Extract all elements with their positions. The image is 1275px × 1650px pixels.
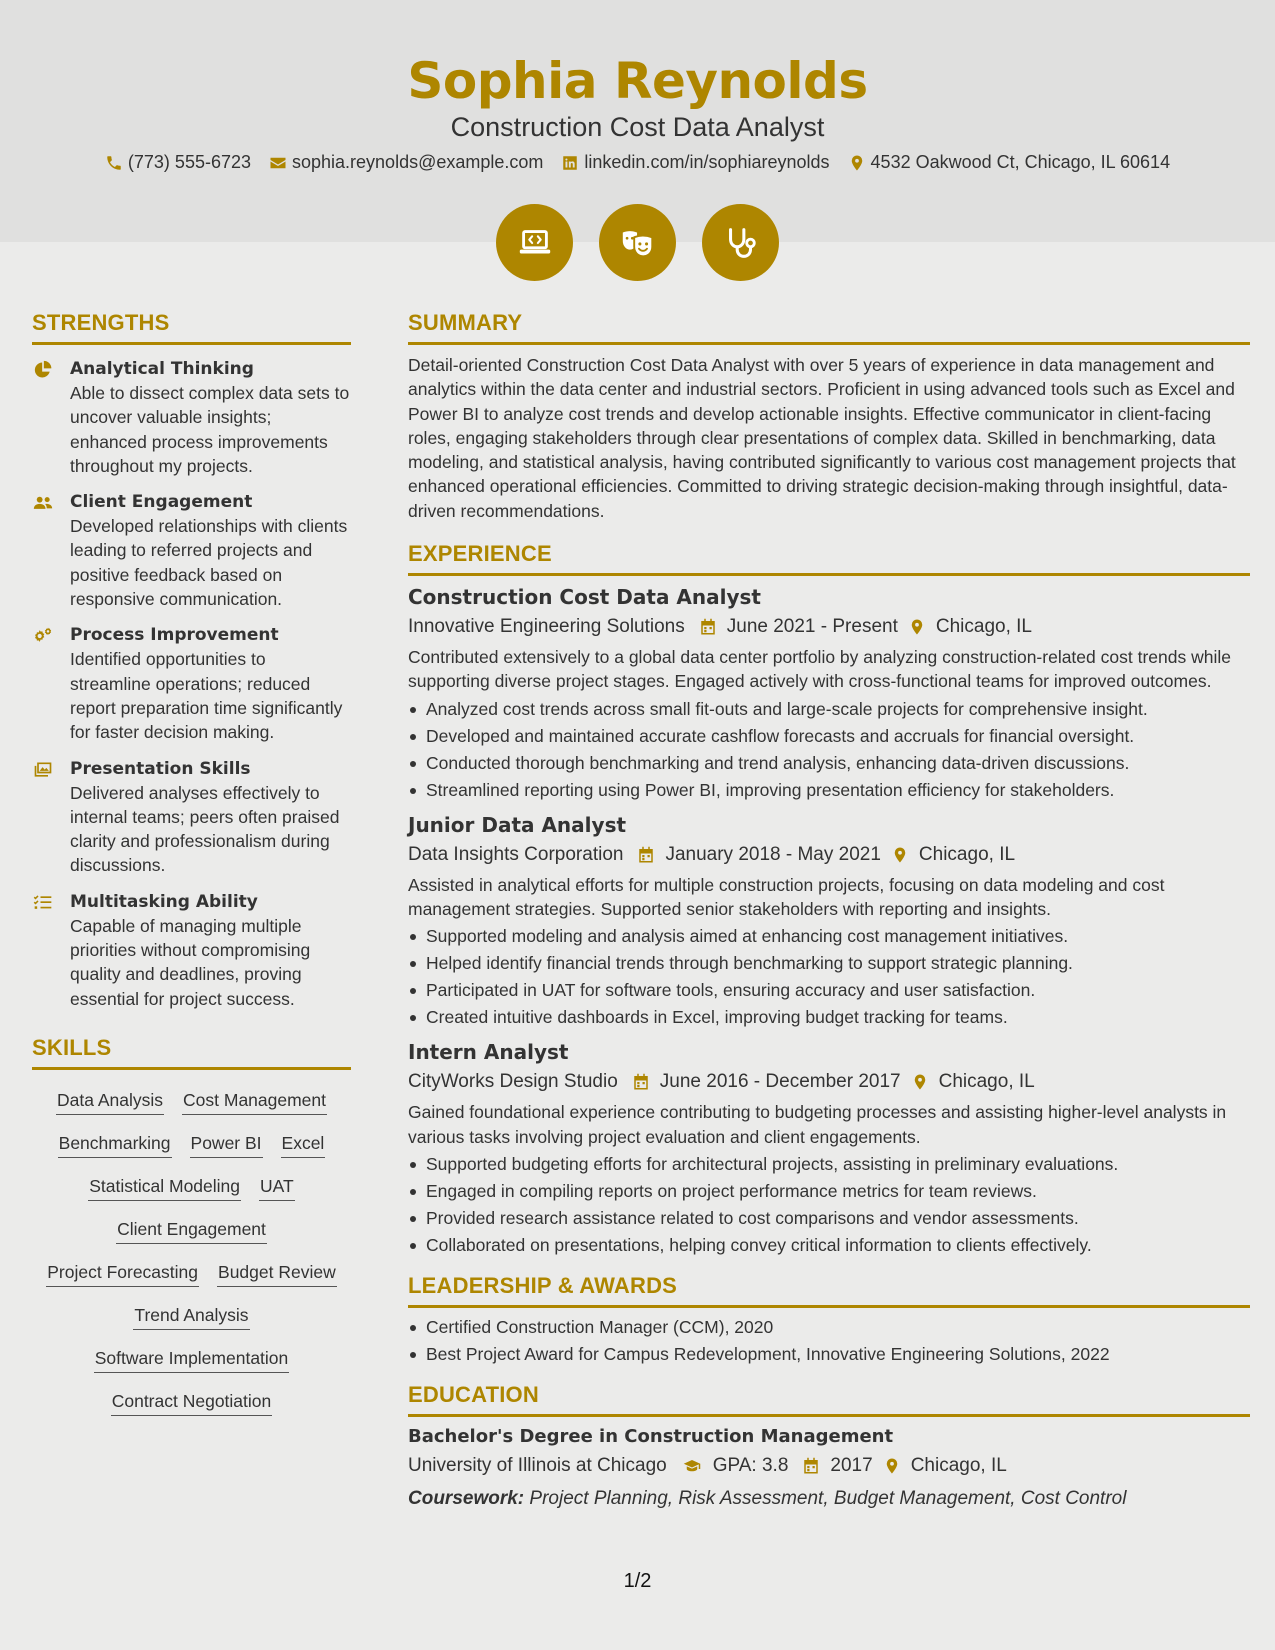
map-pin-icon — [908, 618, 926, 636]
phone-text: (773) 555-6723 — [127, 152, 251, 172]
candidate-name: Sophia Reynolds — [407, 52, 868, 110]
strength-desc: Able to dissect complex data sets to uncover valuable insights; enhanced process improvements throughout my projects. — [70, 383, 350, 476]
job-entry — [408, 582, 1250, 804]
summary-heading: SUMMARY — [408, 308, 1250, 345]
job-meta — [408, 612, 1250, 642]
list-item: Participated in UAT for software tools, ensuring accuracy and user satisfaction. — [408, 977, 1250, 1004]
job-bullets — [408, 696, 1250, 804]
strengths-list — [32, 357, 351, 1011]
users-icon — [32, 493, 54, 513]
coursework-label: Coursework: — [408, 1487, 525, 1509]
email-text: sophia.reynolds@example.com — [292, 152, 544, 172]
job-location: Chicago, IL — [938, 1071, 1035, 1093]
list-item: Helped identify financial trends through benchmarking to support strategic planning. — [408, 950, 1250, 977]
envelope-icon — [269, 154, 287, 172]
skill-tag: Benchmarking — [58, 1131, 172, 1158]
strength-item — [32, 623, 351, 744]
theater-masks-icon — [599, 204, 676, 281]
coursework-text: Project Planning, Risk Assessment, Budget Management, Cost Control — [529, 1487, 1127, 1509]
job-meta — [408, 840, 1250, 870]
skill-tag: Budget Review — [217, 1260, 337, 1287]
stethoscope-icon — [702, 204, 779, 281]
summary-text: Detail-oriented Construction Cost Data Analyst with over 5 years of experience in data management and analytics within the data center and industrial sectors. Proficient in using advanced tools such as Excel and Power BI to analyze cost trends and develop actionable insights. Effective communicator in client-facing roles, engaging stakeholders through clear presentations of complex data. Skilled in benchmarking, data modeling, and statistical analysis, having contributed significantly to various cost management projects that enhanced operational efficiencies. Committed to driving strategic decision-making through insightful, data-driven recommendations. — [408, 355, 1236, 521]
skill-tag: Excel — [281, 1131, 326, 1158]
graduation-year: 2017 — [830, 1454, 873, 1476]
list-item: Created intuitive dashboards in Excel, improving budget tracking for teams. — [408, 1004, 1250, 1031]
job-bullets — [408, 1151, 1250, 1259]
strength-desc: Capable of managing multiple priorities without compromising quality and deadlines, proving essential for project success. — [70, 915, 311, 1009]
list-item: Streamlined reporting using Power BI, improving presentation efficiency for stakeholders. — [408, 777, 1250, 804]
skill-tag: Power BI — [190, 1131, 263, 1158]
map-pin-icon — [891, 846, 909, 864]
skill-tag: Project Forecasting — [46, 1260, 199, 1287]
strengths-heading: STRENGTHS — [32, 308, 351, 345]
list-item: Engaged in compiling reports on project performance metrics for team reviews. — [408, 1178, 1250, 1205]
cogs-icon — [32, 626, 54, 646]
experience-heading: EXPERIENCE — [408, 539, 1250, 576]
list-item: Supported budgeting efforts for architectural projects, assisting in preliminary evaluations. — [408, 1151, 1250, 1178]
contact-address — [848, 152, 1171, 173]
job-bullets — [408, 923, 1250, 1031]
job-dates: June 2021 - Present — [726, 616, 898, 638]
job-meta — [408, 1067, 1250, 1097]
skills-list — [32, 1070, 351, 1416]
skill-tag: Client Engagement — [116, 1217, 267, 1244]
phone-icon — [105, 154, 123, 172]
skill-tag: Contract Negotiation — [111, 1389, 273, 1416]
job-entry — [408, 810, 1250, 1032]
job-entry — [408, 1037, 1250, 1259]
job-company: Data Insights Corporation — [408, 843, 624, 865]
job-role: Intern Analyst — [408, 1040, 569, 1065]
job-role: Construction Cost Data Analyst — [408, 585, 761, 610]
list-item: Collaborated on presentations, helping convey critical information to clients effectively. — [408, 1232, 1250, 1259]
strength-desc: Delivered analyses effectively to internal teams; peers often praised clarity and professionalism during discussions. — [70, 782, 340, 876]
contact-bar — [0, 152, 1275, 173]
strength-item — [32, 357, 351, 478]
coursework — [408, 1484, 1250, 1514]
task-list-icon — [32, 893, 54, 913]
skills-heading: SKILLS — [32, 1033, 351, 1070]
strength-item — [32, 757, 351, 878]
list-item: Developed and maintained accurate cashflow forecasts and accruals for financial oversight. — [408, 723, 1250, 750]
education-location: Chicago, IL — [910, 1454, 1007, 1476]
calendar-icon — [637, 846, 655, 864]
awards-heading: LEADERSHIP & AWARDS — [408, 1271, 1250, 1308]
calendar-icon — [632, 1073, 650, 1091]
contact-linkedin[interactable] — [561, 152, 829, 173]
map-pin-icon — [883, 1457, 901, 1475]
strength-item — [32, 490, 351, 611]
strength-name: Presentation Skills — [70, 758, 251, 779]
job-company: Innovative Engineering Solutions — [408, 616, 685, 638]
contact-email[interactable] — [269, 152, 543, 173]
calendar-icon — [802, 1457, 820, 1475]
job-title: Construction Cost Data Analyst — [450, 112, 825, 142]
skill-tag: Statistical Modeling — [88, 1174, 241, 1201]
strength-desc: Developed relationships with clients leading to referred projects and positive feedback based on responsive communication. — [70, 516, 348, 610]
list-item: Certified Construction Manager (CCM), 2020 — [408, 1314, 1250, 1341]
education-heading: EDUCATION — [408, 1380, 1250, 1417]
skill-tag: UAT — [259, 1174, 295, 1201]
job-description: Gained foundational experience contributing to budgeting processes and assisting higher-level analysts in various tasks involving project evaluation and client engagements. — [408, 1102, 1227, 1147]
page-number: 1/2 — [623, 1570, 652, 1592]
skill-tag: Software Implementation — [94, 1346, 290, 1373]
photo-gallery-icon — [32, 760, 54, 780]
list-item: Conducted thorough benchmarking and trend analysis, enhancing data-driven discussions. — [408, 750, 1250, 777]
job-dates: June 2016 - December 2017 — [659, 1071, 901, 1093]
strength-name: Process Improvement — [70, 625, 279, 646]
linkedin-text: linkedin.com/in/sophiareynolds — [584, 152, 830, 172]
left-column — [32, 308, 351, 1416]
gpa-text: GPA: 3.8 — [712, 1454, 789, 1476]
right-column — [408, 308, 1250, 1514]
strength-name: Multitasking Ability — [70, 891, 258, 912]
awards-list — [408, 1314, 1250, 1368]
interest-icons — [0, 204, 1275, 281]
address-text: 4532 Oakwood Ct, Chicago, IL 60614 — [870, 152, 1171, 172]
laptop-code-icon — [496, 204, 573, 281]
list-item: Best Project Award for Campus Redevelopment, Innovative Engineering Solutions, 2022 — [408, 1341, 1250, 1368]
job-company: CityWorks Design Studio — [408, 1071, 618, 1093]
education-meta — [408, 1451, 1250, 1481]
linkedin-icon — [561, 154, 579, 172]
contact-phone[interactable] — [105, 152, 251, 173]
job-dates: January 2018 - May 2021 — [665, 843, 881, 865]
skill-tag: Trend Analysis — [133, 1303, 249, 1330]
job-role: Junior Data Analyst — [408, 812, 627, 837]
list-item: Supported modeling and analysis aimed at enhancing cost management initiatives. — [408, 923, 1250, 950]
school-name: University of Illinois at Chicago — [408, 1454, 667, 1476]
strength-name: Analytical Thinking — [70, 359, 254, 379]
strength-item — [32, 890, 351, 1011]
pie-chart-icon — [32, 360, 54, 380]
job-description: Contributed extensively to a global data center portfolio by analyzing construction-related cost trends while supporting diverse project stages. Engaged actively with cross-functional teams for improved outcomes. — [408, 647, 1231, 692]
list-item: Analyzed cost trends across small fit-outs and large-scale projects for comprehensive insight. — [408, 696, 1250, 723]
list-item: Provided research assistance related to cost comparisons and vendor assessments. — [408, 1205, 1250, 1232]
skill-tag: Cost Management — [182, 1088, 327, 1115]
skill-tag: Data Analysis — [56, 1088, 164, 1115]
strength-name: Client Engagement — [70, 492, 253, 513]
calendar-icon — [699, 618, 717, 636]
degree-title: Bachelor's Degree in Construction Management — [408, 1425, 894, 1447]
job-location: Chicago, IL — [918, 843, 1016, 865]
strength-desc: Identified opportunities to streamline operations; reduced report preparation time significantly for faster decision making. — [70, 649, 343, 743]
graduation-cap-icon — [681, 1457, 703, 1475]
job-description: Assisted in analytical efforts for multiple construction projects, focusing on data modeling and cost management strategies. Supported senior stakeholders with reporting and insights. — [408, 874, 1165, 919]
map-pin-icon — [848, 154, 866, 172]
map-pin-icon — [911, 1073, 929, 1091]
job-location: Chicago, IL — [935, 616, 1032, 638]
